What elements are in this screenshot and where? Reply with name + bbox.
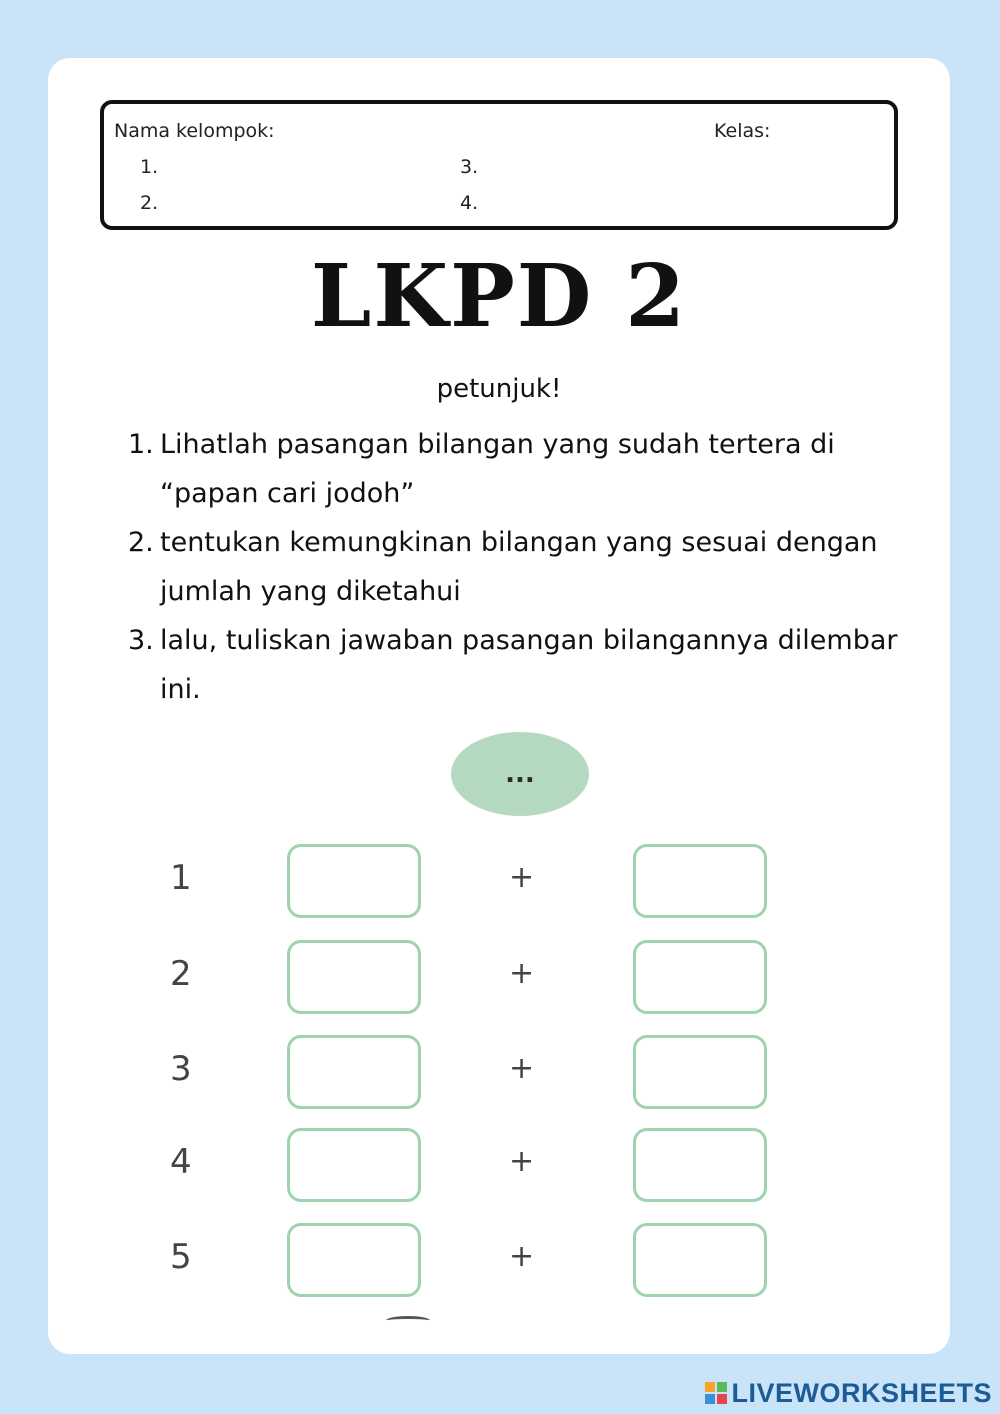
first-addend-input[interactable] [287, 1035, 421, 1109]
instruction-number: 3. [128, 625, 154, 656]
second-addend-input[interactable] [633, 1035, 767, 1109]
instruction-text: lalu, tuliskan jawaban pasangan bilangannya dilembar ini. [160, 625, 898, 705]
member-2-number: 2. [140, 192, 159, 214]
logo-square [705, 1382, 715, 1392]
instruction-item [128, 616, 908, 714]
pair-row [48, 1128, 950, 1200]
plus-sign: + [509, 1144, 535, 1179]
second-addend-input[interactable] [633, 1128, 767, 1202]
member-1-number: 1. [140, 156, 159, 178]
logo-square [705, 1394, 715, 1404]
logo-square [717, 1382, 727, 1392]
worksheet-title: LKPD 2 [310, 246, 688, 347]
row-number: 3 [170, 1049, 192, 1089]
liveworksheets-logo-icon [705, 1382, 727, 1404]
member-4-number: 4. [460, 192, 479, 214]
instruction-number: 1. [128, 429, 154, 460]
first-addend-input[interactable] [287, 1128, 421, 1202]
second-addend-input[interactable] [633, 844, 767, 918]
plus-sign: + [509, 1239, 535, 1274]
group-info-box [100, 100, 898, 230]
class-label: Kelas: [714, 120, 771, 142]
target-sum-bubble [451, 732, 589, 816]
group-name-label: Nama kelompok: [114, 120, 275, 142]
pair-row [48, 1223, 950, 1295]
instruction-text: tentukan kemungkinan bilangan yang sesuai dengan jumlah yang diketahui [160, 527, 878, 607]
instruction-number: 2. [128, 527, 154, 558]
instruction-text: Lihatlah pasangan bilangan yang sudah tertera di “papan cari jodoh” [160, 429, 835, 509]
second-addend-input[interactable] [633, 940, 767, 1014]
pair-row [48, 940, 950, 1012]
brand-name: LIVEWORKSHEETS [731, 1377, 992, 1408]
second-addend-input[interactable] [633, 1223, 767, 1297]
row-number: 2 [170, 954, 192, 994]
first-addend-input[interactable] [287, 844, 421, 918]
first-addend-input[interactable] [287, 1223, 421, 1297]
target-sum-value: ... [505, 759, 535, 789]
brand-watermark [705, 1378, 992, 1408]
instruction-item [128, 420, 908, 518]
instruction-item [128, 518, 908, 616]
logo-square [717, 1394, 727, 1404]
instructions-heading: petunjuk! [436, 374, 562, 404]
plus-sign: + [509, 1051, 535, 1086]
pair-row [48, 844, 950, 916]
pair-row [48, 1035, 950, 1107]
worksheet-page [48, 58, 950, 1354]
plus-sign: + [509, 860, 535, 895]
first-addend-input[interactable] [287, 940, 421, 1014]
plus-sign: + [509, 956, 535, 991]
row-number: 5 [170, 1237, 192, 1277]
member-3-number: 3. [460, 156, 479, 178]
row-number: 1 [170, 858, 192, 898]
cut-off-shape [386, 1316, 430, 1325]
instruction-list [128, 420, 908, 714]
row-number: 4 [170, 1142, 192, 1182]
